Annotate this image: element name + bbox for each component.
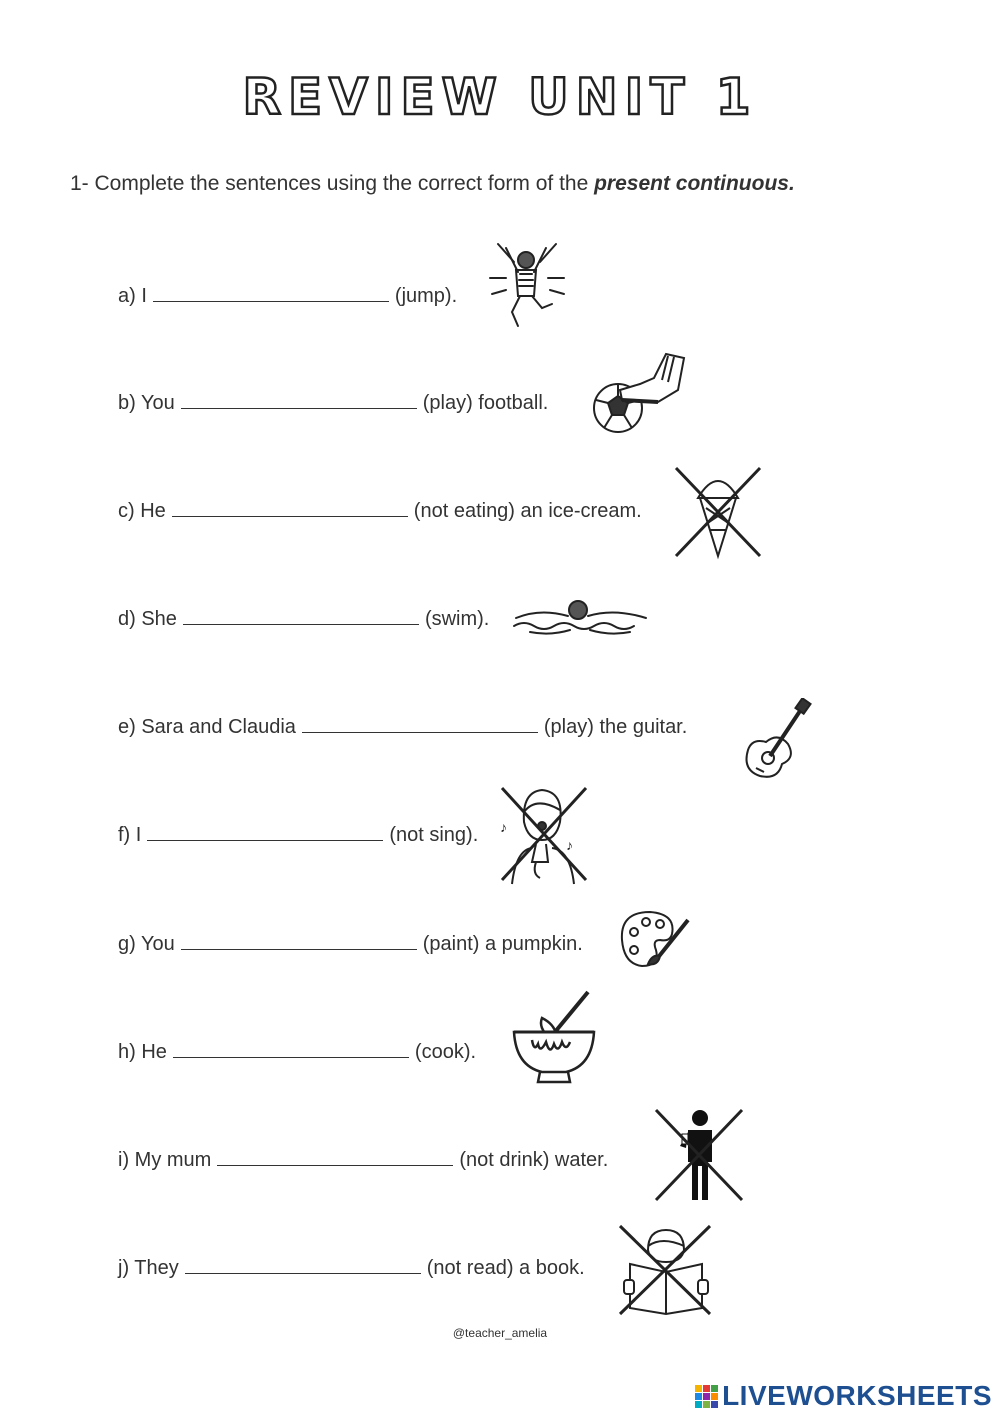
sentence-suffix: (paint) a pumpkin. <box>422 933 583 955</box>
mixing-bowl-icon <box>510 988 598 1088</box>
answer-blank[interactable] <box>185 1256 421 1274</box>
sentence-prefix: g) You <box>118 933 175 955</box>
reading-child-crossed-icon <box>618 1224 712 1316</box>
sentence-suffix: (not read) a book. <box>426 1257 585 1279</box>
football-kick-icon <box>592 350 688 438</box>
instruction-emphasis: present continuous. <box>594 172 795 195</box>
palette-brush-icon <box>616 906 692 972</box>
answer-blank[interactable] <box>172 499 408 517</box>
sentence-a <box>118 284 457 308</box>
swimmer-icon <box>510 596 650 640</box>
guitar-icon <box>738 698 812 780</box>
sentence-suffix: (jump). <box>394 285 458 307</box>
brand-name: LIVEWORKSHEETS <box>722 1380 992 1411</box>
jumping-person-icon <box>488 238 566 330</box>
sentence-prefix: d) She <box>118 608 177 630</box>
answer-blank[interactable] <box>183 607 419 625</box>
page-title: REVIEW UNIT 1 <box>242 68 758 126</box>
sentence-j <box>118 1256 585 1280</box>
sentence-suffix: (play) football. <box>422 392 549 414</box>
logo-squares-icon <box>695 1385 718 1408</box>
singer-crossed-icon <box>496 782 590 886</box>
answer-blank[interactable] <box>181 932 417 950</box>
sentence-prefix: e) Sara and Claudia <box>118 716 296 738</box>
sentence-prefix: b) You <box>118 392 175 414</box>
sentence-suffix: (not drink) water. <box>459 1149 609 1171</box>
sentence-suffix: (not eating) an ice-cream. <box>413 500 642 522</box>
answer-blank[interactable] <box>147 823 383 841</box>
svg-text:♪: ♪ <box>500 819 507 835</box>
sentence-d <box>118 607 489 631</box>
brand-logo[interactable] <box>695 1380 992 1412</box>
sentence-f <box>118 823 478 847</box>
svg-text:♪: ♪ <box>566 837 573 853</box>
sentence-e <box>118 715 687 739</box>
sentence-h <box>118 1040 476 1064</box>
answer-blank[interactable] <box>181 391 417 409</box>
instruction-prefix: 1- Complete the sentences using the correct form of the <box>70 172 589 195</box>
sentence-prefix: c) He <box>118 500 166 522</box>
sentence-suffix: (play) the guitar. <box>543 716 688 738</box>
sentence-i <box>118 1148 608 1172</box>
sentence-suffix: (not sing). <box>389 824 479 846</box>
sentence-prefix: i) My mum <box>118 1149 212 1171</box>
sentence-c <box>118 499 642 523</box>
sentence-prefix: a) I <box>118 285 147 307</box>
answer-blank[interactable] <box>153 284 389 302</box>
sentence-suffix: (cook). <box>414 1041 477 1063</box>
answer-blank[interactable] <box>302 715 538 733</box>
author-credit: @teacher_amelia <box>452 1326 548 1340</box>
sentence-prefix: h) He <box>118 1041 167 1063</box>
answer-blank[interactable] <box>173 1040 409 1058</box>
drinking-person-crossed-icon <box>652 1106 746 1204</box>
ice-cream-crossed-icon <box>672 464 764 560</box>
sentence-prefix: j) They <box>118 1257 179 1279</box>
sentence-b <box>118 391 548 415</box>
sentence-prefix: f) I <box>118 824 142 846</box>
answer-blank[interactable] <box>217 1148 453 1166</box>
sentence-suffix: (swim). <box>424 608 490 630</box>
instruction-text <box>70 172 795 196</box>
sentence-g <box>118 932 583 956</box>
